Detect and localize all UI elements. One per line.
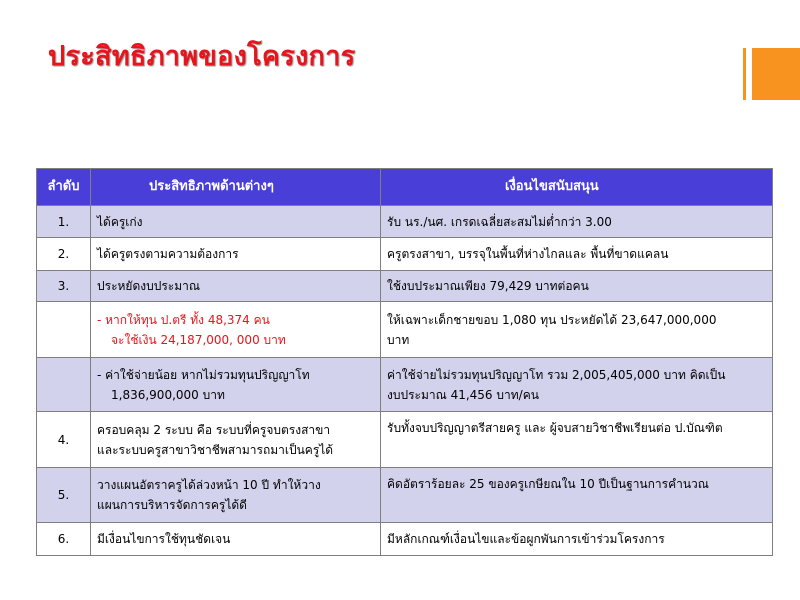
header-condition-label: เงื่อนไขสนับสนุน	[505, 179, 599, 194]
efficiency-line-1: - หากให้ทุน ป.ตรี ทั้ง 48,374 คน	[97, 312, 270, 327]
table-row	[37, 206, 773, 238]
row-condition: มีหลักเกณฑ์เงื่อนไขและข้อผูกพันการเข้าร่วมโครงการ	[381, 523, 773, 556]
row-condition: คิดอัตราร้อยละ 25 ของครูเกษียณใน 10 ปีเป็นฐานการคำนวณ	[381, 468, 773, 523]
efficiency-line-1: วางแผนอัตราครูได้ล่วงหน้า 10 ปี ทำให้วาง	[97, 478, 321, 492]
row-efficiency	[91, 412, 381, 468]
row-efficiency: มีเงื่อนไขการใช้ทุนชัดเจน	[91, 523, 381, 556]
header-efficiency-label: ประสิทธิภาพด้านต่างๆ	[149, 179, 274, 194]
efficiency-table	[36, 168, 773, 556]
accent-line	[743, 48, 746, 100]
table-row	[37, 238, 773, 271]
row-condition: ครูตรงสาขา, บรรจุในพื้นที่ห่างไกลและ พื้นที่ขาดแคลน	[381, 238, 773, 271]
row-number: 5.	[37, 468, 91, 523]
efficiency-line-1: ครอบคลุม 2 ระบบ คือ ระบบที่ครูจบตรงสาขา	[97, 422, 331, 437]
table-row	[37, 468, 773, 523]
efficiency-line-2: จะใช้เงิน 24,187,000, 000 บาท	[111, 332, 286, 347]
header-condition	[381, 169, 773, 206]
row-efficiency: ประหยัดงบประมาณ	[91, 271, 381, 302]
row-number: 3.	[37, 271, 91, 302]
header-order: ลำดับ	[37, 169, 91, 206]
row-number	[37, 358, 91, 412]
table-row	[37, 271, 773, 302]
row-number	[37, 302, 91, 358]
condition-line-2: บาท	[387, 332, 410, 347]
table-row	[37, 523, 773, 556]
row-condition: รับทั้งจบปริญญาตรีสายครู และ ผู้จบสายวิชาชีพเรียนต่อ ป.บัณฑิต	[381, 412, 773, 468]
row-number: 4.	[37, 412, 91, 468]
row-efficiency	[91, 302, 381, 358]
efficiency-line-2: แผนการบริหารจัดการครูได้ดี	[97, 498, 247, 512]
row-efficiency	[91, 358, 381, 412]
table-row	[37, 412, 773, 468]
row-condition	[381, 358, 773, 412]
efficiency-line-2: 1,836,900,000 บาท	[111, 387, 225, 402]
table-header-row	[37, 169, 773, 206]
efficiency-line-1: - ค่าใช้จ่ายน้อย หากไม่รวมทุนปริญญาโท	[97, 367, 310, 382]
row-condition: รับ นร./นศ. เกรดเฉลี่ยสะสมไม่ต่ำกว่า 3.00	[381, 206, 773, 238]
header-efficiency	[91, 169, 381, 206]
row-condition: ใช้งบประมาณเพียง 79,429 บาทต่อคน	[381, 271, 773, 302]
row-efficiency: ได้ครูตรงตามความต้องการ	[91, 238, 381, 271]
accent-block	[752, 48, 800, 100]
table-row	[37, 358, 773, 412]
efficiency-line-2: และระบบครูสาขาวิชาชีพสามารถมาเป็นครูได้	[97, 442, 334, 457]
row-number: 1.	[37, 206, 91, 238]
row-number: 6.	[37, 523, 91, 556]
row-efficiency: ได้ครูเก่ง	[91, 206, 381, 238]
condition-line-2: งบประมาณ 41,456 บาท/คน	[387, 387, 539, 402]
table-row	[37, 302, 773, 358]
condition-line-1: ให้เฉพาะเด็กชายขอบ 1,080 ทุน ประหยัดได้ 23,647,000,000	[387, 312, 717, 327]
condition-line-1: ค่าใช้จ่ายไม่รวมทุนปริญญาโท รวม 2,005,405,000 บาท คิดเป็น	[387, 367, 726, 382]
row-number: 2.	[37, 238, 91, 271]
row-condition	[381, 302, 773, 358]
slide-title: ประสิทธิภาพของโครงการ	[48, 41, 356, 72]
row-efficiency	[91, 468, 381, 523]
